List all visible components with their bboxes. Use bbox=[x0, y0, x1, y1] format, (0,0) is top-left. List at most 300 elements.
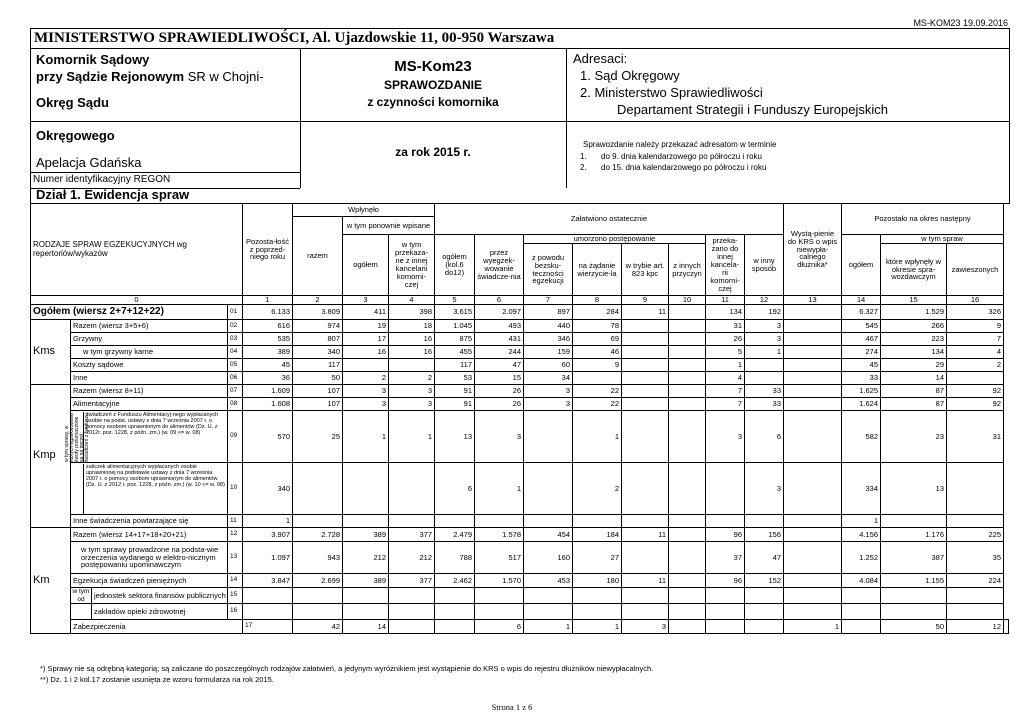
row-label: Inne świadczenia powtarzające się bbox=[71, 515, 228, 528]
value-cell: 25 bbox=[293, 411, 343, 463]
header-w-tym-spraw: w tym spraw bbox=[881, 235, 1004, 244]
value-cell bbox=[435, 620, 475, 634]
col-number: 10 bbox=[669, 296, 706, 305]
header-zalatwiono: Załatwiono ostatecznie bbox=[435, 204, 784, 235]
value-cell bbox=[784, 305, 842, 320]
value-cell: 87 bbox=[881, 398, 947, 411]
value-cell: 33 bbox=[745, 385, 784, 398]
value-cell: 6 bbox=[435, 463, 475, 515]
value-cell bbox=[343, 588, 389, 604]
row-label: Razem (wiersz 8+11) bbox=[71, 385, 228, 398]
value-cell: 192 bbox=[745, 305, 784, 320]
value-cell bbox=[622, 333, 669, 346]
value-cell bbox=[475, 588, 524, 604]
value-cell: 398 bbox=[389, 305, 435, 320]
value-cell: 943 bbox=[293, 542, 343, 574]
value-cell: 31 bbox=[706, 320, 745, 333]
value-cell: 1.570 bbox=[475, 574, 524, 588]
row-number: 08 bbox=[228, 398, 243, 411]
row-label: Koszty sądowe bbox=[71, 359, 228, 372]
col-number: 1 bbox=[243, 296, 293, 305]
row-label: Ogółem (wiersz 2+7+12+22) bbox=[31, 305, 228, 320]
value-cell: 91 bbox=[435, 385, 475, 398]
value-cell: 13 bbox=[881, 463, 947, 515]
value-cell: 1.529 bbox=[881, 305, 947, 320]
row-label-cell bbox=[71, 588, 228, 604]
deadline-1: do 9. dnia kalendarzowego po półroczu i roku bbox=[601, 152, 762, 161]
value-cell: 1.176 bbox=[881, 528, 947, 542]
value-cell bbox=[842, 588, 881, 604]
col-number: 9 bbox=[622, 296, 669, 305]
value-cell: 493 bbox=[475, 320, 524, 333]
form-subtitle: z czynności komornika bbox=[367, 95, 499, 109]
value-cell: 1 bbox=[524, 620, 573, 634]
col-number: 4 bbox=[389, 296, 435, 305]
value-cell: 7 bbox=[706, 385, 745, 398]
value-cell: 1 bbox=[784, 620, 842, 634]
value-cell bbox=[293, 604, 343, 620]
row-number: 01 bbox=[228, 305, 243, 320]
value-cell: 17 bbox=[343, 333, 389, 346]
row-number: 16 bbox=[228, 604, 243, 620]
value-cell: 9 bbox=[573, 359, 622, 372]
footnote-1: *) Sprawy nie są odrębną kategorią; są zaliczane do poszczególnych rodzajów załatwień, a jedynym wyróżnikiem jest wystąpienie do KRS o wpis do rejestru dłużników niewypłacalnych. bbox=[40, 664, 654, 673]
value-cell: 1.252 bbox=[842, 542, 881, 574]
value-cell: 3.615 bbox=[435, 305, 475, 320]
deadline-1-no: 1. bbox=[580, 152, 587, 161]
address-2: 2. Ministerstwo Sprawiedliwości bbox=[580, 85, 763, 100]
value-cell: 389 bbox=[243, 346, 293, 359]
value-cell: 78 bbox=[573, 320, 622, 333]
value-cell: 1 bbox=[389, 411, 435, 463]
value-cell: 34 bbox=[524, 372, 573, 385]
col-number: 15 bbox=[881, 296, 947, 305]
value-cell: 212 bbox=[343, 542, 389, 574]
header-umorzono: umorzono postępowanie bbox=[524, 235, 706, 244]
adresaci-label: Adresaci: bbox=[573, 51, 628, 66]
row-label-cell bbox=[71, 463, 228, 515]
table-row bbox=[31, 320, 1009, 333]
table-row bbox=[31, 305, 1009, 320]
row-label: Zabezpieczenia bbox=[71, 620, 243, 634]
form-title: SPRAWOZDANIE bbox=[383, 78, 482, 92]
value-cell bbox=[622, 359, 669, 372]
deadline-note: Sprawozdanie należy przekazać adresatom w terminie bbox=[583, 140, 777, 149]
table-row bbox=[31, 411, 1009, 463]
value-cell: 974 bbox=[293, 320, 343, 333]
value-cell: 224 bbox=[947, 574, 1004, 588]
value-cell: 134 bbox=[881, 346, 947, 359]
value-cell bbox=[669, 515, 706, 528]
value-cell: 26 bbox=[475, 398, 524, 411]
apelacja-label: Apelacja Gdańska bbox=[36, 155, 142, 170]
col-number: 11 bbox=[706, 296, 745, 305]
table-row bbox=[31, 385, 1009, 398]
value-cell: 1 bbox=[842, 515, 881, 528]
value-cell bbox=[669, 411, 706, 463]
value-cell bbox=[669, 574, 706, 588]
value-cell: 340 bbox=[243, 463, 293, 515]
value-cell bbox=[293, 515, 343, 528]
value-cell bbox=[784, 542, 842, 574]
value-cell: 2 bbox=[947, 359, 1004, 372]
value-cell: 454 bbox=[524, 528, 573, 542]
value-cell: 266 bbox=[881, 320, 947, 333]
value-cell: 3 bbox=[524, 385, 573, 398]
value-cell bbox=[622, 320, 669, 333]
value-cell: 6.327 bbox=[842, 305, 881, 320]
page-number: Strona 1 z 6 bbox=[491, 702, 533, 712]
value-cell: 2.728 bbox=[293, 528, 343, 542]
header-rodzaje: RODZAJE SPRAW EGZEKUCYJNYCH wg repertoriów/wykazów bbox=[31, 204, 243, 296]
value-cell: 3.907 bbox=[243, 528, 293, 542]
value-cell: 22 bbox=[573, 385, 622, 398]
value-cell: 616 bbox=[243, 320, 293, 333]
table-row bbox=[31, 604, 1009, 620]
value-cell: 223 bbox=[881, 333, 947, 346]
value-cell: 47 bbox=[745, 542, 784, 574]
value-cell: 16 bbox=[343, 346, 389, 359]
value-cell bbox=[343, 604, 389, 620]
table-row bbox=[31, 372, 1009, 385]
value-cell: 7 bbox=[947, 333, 1004, 346]
value-cell: 3 bbox=[524, 398, 573, 411]
value-cell: 33 bbox=[745, 398, 784, 411]
col-number: 16 bbox=[947, 296, 1004, 305]
value-cell: 134 bbox=[706, 305, 745, 320]
value-cell: 431 bbox=[475, 333, 524, 346]
value-cell: 14 bbox=[881, 372, 947, 385]
value-cell: 6 bbox=[745, 411, 784, 463]
value-cell: 807 bbox=[293, 333, 343, 346]
value-cell: 37 bbox=[706, 542, 745, 574]
value-cell: 19 bbox=[343, 320, 389, 333]
value-cell: 387 bbox=[881, 542, 947, 574]
row-number: 03 bbox=[228, 333, 243, 346]
value-cell bbox=[784, 346, 842, 359]
value-cell bbox=[784, 515, 842, 528]
value-cell: 326 bbox=[947, 305, 1004, 320]
value-cell: 2.097 bbox=[475, 305, 524, 320]
value-cell: 3 bbox=[706, 411, 745, 463]
value-cell bbox=[669, 542, 706, 574]
value-cell bbox=[622, 411, 669, 463]
row-number: 11 bbox=[228, 515, 243, 528]
table-row bbox=[31, 542, 1009, 574]
value-cell: 212 bbox=[389, 542, 435, 574]
col-number: 13 bbox=[784, 296, 842, 305]
value-cell: 6.133 bbox=[243, 305, 293, 320]
value-cell bbox=[669, 604, 706, 620]
value-cell: 225 bbox=[947, 528, 1004, 542]
value-cell bbox=[389, 620, 435, 634]
value-cell: 29 bbox=[881, 359, 947, 372]
form-id: MS-KOM23 19.09.2016 bbox=[913, 18, 1008, 28]
value-cell bbox=[669, 346, 706, 359]
records-table bbox=[30, 203, 1009, 634]
value-cell: 1.097 bbox=[243, 542, 293, 574]
value-cell: 3 bbox=[475, 411, 524, 463]
value-cell: 22 bbox=[573, 398, 622, 411]
ministry-title: MINISTERSTWO SPRAWIEDLIWOŚCI, Al. Ujazdowskie 11, 00-950 Warszawa bbox=[34, 30, 555, 46]
value-cell: 160 bbox=[524, 542, 573, 574]
value-cell bbox=[784, 411, 842, 463]
value-cell bbox=[842, 620, 881, 634]
value-cell: 3 bbox=[745, 463, 784, 515]
section-title: Dział 1. Ewidencja spraw bbox=[36, 187, 190, 202]
value-cell bbox=[745, 359, 784, 372]
value-cell: 467 bbox=[842, 333, 881, 346]
value-cell bbox=[622, 588, 669, 604]
value-cell: 1.155 bbox=[881, 574, 947, 588]
value-cell: 346 bbox=[524, 333, 573, 346]
value-cell bbox=[524, 588, 573, 604]
value-cell: 1 bbox=[573, 411, 622, 463]
table-row bbox=[31, 463, 1009, 515]
value-cell: 535 bbox=[243, 333, 293, 346]
value-cell bbox=[842, 604, 881, 620]
value-cell bbox=[706, 604, 745, 620]
col-number: 2 bbox=[293, 296, 343, 305]
header-w-inny: w inny sposób bbox=[745, 235, 784, 296]
value-cell: 1.624 bbox=[842, 398, 881, 411]
value-cell bbox=[745, 620, 784, 634]
value-cell: 517 bbox=[475, 542, 524, 574]
header-wplynelo: Wpłynęło bbox=[293, 204, 435, 217]
okregowego-label: Okręgowego bbox=[36, 128, 115, 143]
value-cell bbox=[343, 359, 389, 372]
value-cell bbox=[343, 515, 389, 528]
value-cell: 389 bbox=[343, 574, 389, 588]
value-cell bbox=[573, 515, 622, 528]
value-cell bbox=[881, 588, 947, 604]
row-label: jednostek sektora finansów publicznych bbox=[91, 588, 227, 603]
col-number: 5 bbox=[435, 296, 475, 305]
value-cell: 26 bbox=[475, 385, 524, 398]
value-cell: 27 bbox=[573, 542, 622, 574]
value-cell: 1.609 bbox=[243, 385, 293, 398]
value-cell: 3.847 bbox=[243, 574, 293, 588]
value-cell: 15 bbox=[475, 372, 524, 385]
value-cell: 5 bbox=[706, 346, 745, 359]
regon-label: Numer identyfikacyjny REGON bbox=[33, 174, 171, 185]
value-cell bbox=[435, 604, 475, 620]
row-number: 12 bbox=[228, 528, 243, 542]
value-cell: 42 bbox=[293, 620, 343, 634]
header-zawieszonych: zawieszonych bbox=[947, 244, 1004, 296]
value-cell bbox=[784, 574, 842, 588]
row-number: 15 bbox=[228, 588, 243, 604]
table-row bbox=[31, 346, 1009, 359]
value-cell: 184 bbox=[573, 528, 622, 542]
value-cell: 4 bbox=[706, 372, 745, 385]
col-number: 6 bbox=[475, 296, 524, 305]
value-cell: 440 bbox=[524, 320, 573, 333]
court-name: przy Sądzie Rejonowym SR w Chojni- bbox=[36, 69, 264, 84]
value-cell: 3 bbox=[389, 385, 435, 398]
value-cell: 96 bbox=[706, 528, 745, 542]
value-cell: 13 bbox=[435, 411, 475, 463]
value-cell: 3 bbox=[343, 398, 389, 411]
value-cell: 1 bbox=[243, 515, 293, 528]
value-cell: 50 bbox=[293, 372, 343, 385]
header-na-zadanie: na żądanie wierzycie-la bbox=[573, 244, 622, 296]
value-cell: 152 bbox=[745, 574, 784, 588]
value-cell: 156 bbox=[745, 528, 784, 542]
header-pozostalosc: Pozosta-łość z poprzed-niego roku bbox=[243, 204, 293, 296]
header-wystapienie: Wystą-pienie do KRS o wpis niewypła-calnego dłużnika* bbox=[784, 204, 842, 296]
value-cell bbox=[622, 385, 669, 398]
value-cell: 1.578 bbox=[475, 528, 524, 542]
value-cell: 582 bbox=[842, 411, 881, 463]
value-cell: 4.156 bbox=[842, 528, 881, 542]
value-cell bbox=[784, 320, 842, 333]
value-cell: 31 bbox=[947, 411, 1004, 463]
value-cell: 60 bbox=[524, 359, 573, 372]
value-cell bbox=[706, 515, 745, 528]
value-cell: 96 bbox=[706, 574, 745, 588]
value-cell: 36 bbox=[243, 372, 293, 385]
value-cell bbox=[784, 359, 842, 372]
value-cell bbox=[293, 463, 343, 515]
value-cell bbox=[243, 604, 293, 620]
header-razem: razem bbox=[293, 217, 343, 296]
value-cell: 3 bbox=[343, 385, 389, 398]
value-cell bbox=[669, 588, 706, 604]
value-cell bbox=[293, 588, 343, 604]
value-cell bbox=[745, 588, 784, 604]
row-label: zakładów opieki zdrowotnej bbox=[91, 604, 227, 619]
header-z-powodu: z powodu bezsku-teczności egzekucji bbox=[524, 244, 573, 296]
value-cell: 545 bbox=[842, 320, 881, 333]
value-cell bbox=[622, 346, 669, 359]
header-ogolem-wpl: ogółem bbox=[343, 235, 389, 296]
header-wplynely: które wpłynęły w okresie spra-wozdawczym bbox=[881, 244, 947, 296]
value-cell bbox=[389, 604, 435, 620]
header-w-tym-ponownie: w tym ponownie wpisane bbox=[343, 217, 435, 235]
form-code: MS-Kom23 bbox=[394, 58, 472, 75]
table-row bbox=[31, 359, 1009, 372]
value-cell: 3 bbox=[622, 620, 669, 634]
value-cell: 411 bbox=[343, 305, 389, 320]
row-label: Grzywny bbox=[71, 333, 228, 346]
value-cell: 9 bbox=[947, 320, 1004, 333]
kmp-vertical-label: w tym sprawy, w których egzekwowane kwoty przeznaczone są na poczet świadczeń z funduszu bbox=[63, 412, 90, 462]
value-cell: 92 bbox=[947, 385, 1004, 398]
value-cell: 26 bbox=[706, 333, 745, 346]
row-number: 09 bbox=[228, 411, 243, 463]
value-cell bbox=[947, 588, 1004, 604]
value-cell bbox=[622, 463, 669, 515]
value-cell bbox=[784, 333, 842, 346]
value-cell bbox=[706, 620, 745, 634]
table-row bbox=[31, 333, 1009, 346]
row-label: w tym sprawy prowadzone na podsta-wie orzeczenia wydanego w elektro-nicznym postępowaniu upominawczym bbox=[71, 542, 228, 574]
row-number: 07 bbox=[228, 385, 243, 398]
group-kms: Kms bbox=[31, 320, 71, 385]
value-cell bbox=[745, 515, 784, 528]
address-3: Departament Strategii i Funduszy Europejskich bbox=[617, 102, 888, 117]
row-number: 13 bbox=[228, 542, 243, 574]
group-kmp: Kmp bbox=[31, 385, 71, 528]
value-cell: 274 bbox=[842, 346, 881, 359]
value-cell bbox=[669, 320, 706, 333]
value-cell bbox=[881, 604, 947, 620]
value-cell bbox=[622, 515, 669, 528]
value-cell: 87 bbox=[881, 385, 947, 398]
value-cell: 334 bbox=[842, 463, 881, 515]
value-cell: 107 bbox=[293, 398, 343, 411]
value-cell bbox=[243, 588, 293, 604]
value-cell: 117 bbox=[293, 359, 343, 372]
value-cell: 875 bbox=[435, 333, 475, 346]
value-cell: 91 bbox=[435, 398, 475, 411]
value-cell: 33 bbox=[842, 372, 881, 385]
header-pozostalo: Pozostało na okres następny bbox=[842, 204, 1004, 235]
value-cell: 180 bbox=[573, 574, 622, 588]
value-cell bbox=[947, 463, 1004, 515]
value-cell: 2.462 bbox=[435, 574, 475, 588]
value-cell bbox=[706, 463, 745, 515]
address-1: 1. Sąd Okręgowy bbox=[580, 68, 680, 83]
row-label-cell bbox=[71, 604, 228, 620]
table-row bbox=[31, 528, 1009, 542]
col-number: 0 bbox=[31, 296, 243, 305]
value-cell: 14 bbox=[343, 620, 389, 634]
value-cell bbox=[389, 588, 435, 604]
value-cell bbox=[1004, 620, 1009, 634]
value-cell bbox=[622, 542, 669, 574]
value-cell: 284 bbox=[573, 305, 622, 320]
row-label: Inne bbox=[71, 372, 228, 385]
table-row bbox=[31, 398, 1009, 411]
value-cell: 1 bbox=[475, 463, 524, 515]
km-wtym-label: w tym od bbox=[72, 588, 90, 603]
value-cell bbox=[573, 372, 622, 385]
value-cell bbox=[524, 411, 573, 463]
value-cell: 244 bbox=[475, 346, 524, 359]
header-przez-wyegzek: przez wyegzek-wowanie świadcze-nia bbox=[475, 235, 524, 296]
value-cell bbox=[784, 528, 842, 542]
deadline-2-no: 2. bbox=[580, 163, 587, 172]
column-numbers bbox=[31, 296, 1009, 305]
value-cell bbox=[947, 515, 1004, 528]
value-cell: 1.625 bbox=[842, 385, 881, 398]
value-cell bbox=[745, 604, 784, 620]
value-cell: 159 bbox=[524, 346, 573, 359]
value-cell bbox=[622, 372, 669, 385]
value-cell: 4 bbox=[947, 346, 1004, 359]
header-ogolem-poz: ogółem bbox=[842, 235, 881, 296]
col-number: 12 bbox=[745, 296, 784, 305]
header-w-trybie: w trybie art. 823 kpc bbox=[622, 244, 669, 296]
value-cell: 11 bbox=[622, 574, 669, 588]
row-number: 17 bbox=[243, 620, 293, 634]
value-cell bbox=[706, 588, 745, 604]
value-cell bbox=[435, 515, 475, 528]
value-cell: 1 bbox=[706, 359, 745, 372]
value-cell bbox=[669, 372, 706, 385]
row-label: w tym grzywny karne bbox=[71, 346, 228, 359]
value-cell bbox=[389, 515, 435, 528]
value-cell: 3 bbox=[745, 320, 784, 333]
value-cell: 1.608 bbox=[243, 398, 293, 411]
row-label: zaliczek alimentacyjnych wypłacanych osobie uprawnionej na podstawie ustawy z dnia 7 września 2007 r. o pomocy osobom uprawnionym do alimentów (Dz. U. z 2012 r. poz. 1228, z późn. zm.) (w. 10 <= w. 08) bbox=[86, 463, 225, 488]
header-przekazane: w tym przekaza-ne z innej kancelarii komorni-czej bbox=[389, 235, 435, 296]
value-cell bbox=[622, 398, 669, 411]
komornik-label: Komornik Sądowy bbox=[36, 52, 150, 67]
value-cell: 377 bbox=[389, 574, 435, 588]
